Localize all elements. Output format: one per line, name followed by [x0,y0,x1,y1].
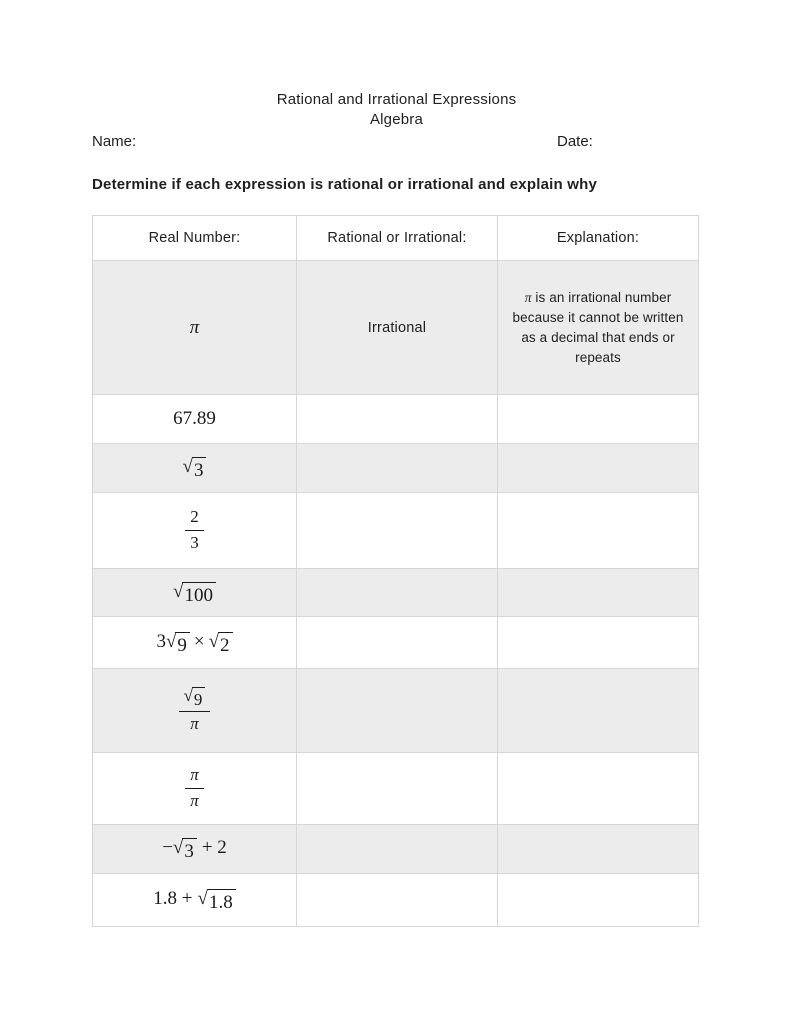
expression-cell: − √ 3 + 2 [93,825,297,874]
worksheet-header [0,90,793,130]
expression-cell: 3 √ 9 × √ 2 [93,617,297,669]
instruction-heading: Determine if each expression is rational or irrational and explain why [92,176,597,193]
pi-symbol: π [189,316,200,338]
header-explanation: Explanation: [498,216,699,261]
fraction: $\frac{2}{3}$ [185,508,204,552]
name-label: Name: [92,133,137,150]
answer-cell-classification[interactable] [297,825,498,874]
answer-cell-classification[interactable] [297,444,498,493]
answer-cell-explanation[interactable] [498,753,699,825]
radical-icon: √ [172,837,184,858]
answer-cell-classification[interactable] [297,669,498,753]
answer-cell-classification[interactable] [297,874,498,927]
radical-icon: √ [197,888,208,909]
table-row [93,569,699,617]
explanation-cell [498,261,699,395]
answer-cell-classification[interactable] [297,493,498,569]
expression-cell [93,569,297,617]
fraction [185,766,204,810]
page-title: Rational and Irrational Expressions [276,91,517,108]
explanation-answer: π is an irrational number because it cannot be written as a decimal that ends or repeats [512,289,684,365]
table-row [93,444,699,493]
pi-symbol: π [185,766,204,789]
expression-cell [93,753,297,825]
expression-cell [93,669,297,753]
fraction [179,687,211,734]
expression-cell [93,444,297,493]
table-row [93,261,699,395]
table-row [93,617,699,669]
classification-answer: Irrational [367,319,427,336]
answer-cell-explanation[interactable] [498,874,699,927]
answer-cell-classification[interactable] [297,617,498,669]
minus-operator: − [162,837,173,858]
answer-cell-explanation[interactable] [498,569,699,617]
expression-cell: 1.8 + √ 1.8 [93,874,297,927]
square-root: √ 100 [173,582,216,605]
pi-symbol: π [190,791,199,810]
answer-cell-explanation[interactable] [498,825,699,874]
table-row [93,669,699,753]
classification-table [92,215,699,927]
square-root: √ 9 [184,687,206,708]
pi-symbol: π [524,289,532,305]
expression-cell [93,493,297,569]
answer-cell-classification[interactable] [297,395,498,444]
answer-cell-explanation[interactable] [498,395,699,444]
radical-icon: √ [173,580,184,602]
pi-symbol: π [190,714,199,734]
answer-cell-explanation[interactable] [498,669,699,753]
radical-icon: √ [182,456,193,477]
answer-cell-explanation[interactable] [498,617,699,669]
answer-cell-explanation[interactable] [498,493,699,569]
table-header-row [93,216,699,261]
page-subtitle: Algebra [369,111,424,128]
table-row [93,825,699,874]
table-row [93,395,699,444]
header-real-number: Real Number: [93,216,297,261]
square-root: √ 3 [183,457,207,480]
square-root: √ 3 [173,838,197,861]
table-row [93,493,699,569]
table-row [93,874,699,927]
answer-cell-classification[interactable] [297,753,498,825]
expression-cell [93,261,297,395]
radical-icon: √ [165,630,177,652]
header-classification: Rational or Irrational: [297,216,498,261]
answer-cell-classification[interactable] [297,569,498,617]
square-root: √ 2 [209,632,233,655]
times-operator: × [193,630,205,652]
table-row [93,753,699,825]
answer-cell-explanation[interactable] [498,444,699,493]
date-label: Date: [557,133,593,150]
classification-cell [297,261,498,395]
radical-icon: √ [183,686,193,706]
square-root: √ 1.8 [198,889,236,912]
radical-icon: √ [208,630,220,652]
square-root: √ 9 [166,632,190,655]
expression-cell: 67.89 [93,395,297,444]
